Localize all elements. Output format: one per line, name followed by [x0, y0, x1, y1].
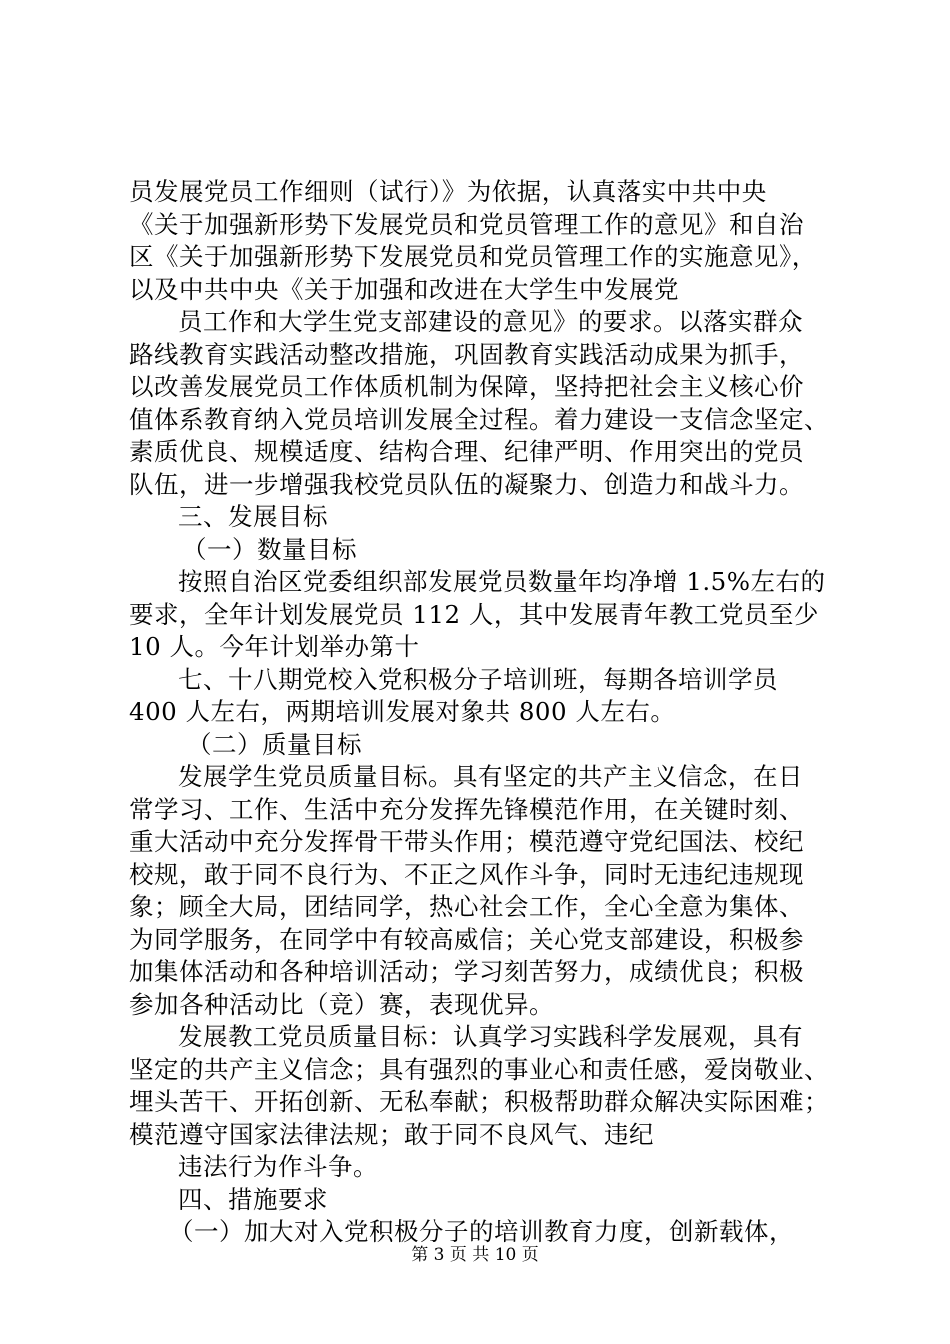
text-line: 发展学生党员质量目标。具有坚定的共产主义信念，在日	[178, 762, 803, 791]
text-line: 为同学服务，在同学中有较高威信；关心党支部建设，积极参	[129, 924, 804, 954]
text-line: 400 人左右，两期培训发展对象共 800 人左右。	[129, 697, 676, 726]
text-line: 发展教工党员质量目标：认真学习实践科学发展观，具有	[178, 1022, 803, 1051]
text-line: 以改善发展党员工作体质机制为保障，坚持把社会主义核心价	[129, 372, 804, 401]
text-line: 参加各种活动比（竞）赛，表现优异。	[129, 989, 554, 1019]
text-line: 埋头苦干、开拓创新、无私奉献；积极帮助群众解决实际困难；	[129, 1087, 829, 1116]
text-line: 素质优良、规模适度、结构合理、纪律严明、作用突出的党员	[129, 437, 804, 466]
text-line: 违法行为作斗争。	[178, 1152, 378, 1181]
page-number-footer: 第 3 页 共 10 页	[411, 1245, 539, 1265]
text-line: 值体系教育纳入党员培训发展全过程。着力建设一支信念坚定、	[129, 404, 829, 434]
text-line: 员工作和大学生党支部建设的意见》的要求。以落实群众	[178, 307, 803, 336]
text-line: 以及中共中央《关于加强和改进在大学生中发展党	[129, 274, 679, 304]
text-line: 10 人。今年计划举办第十	[129, 632, 420, 661]
text-line: 员发展党员工作细则（试行）》为依据，认真落实中共中央	[129, 177, 767, 206]
text-line: 常学习、工作、生活中充分发挥先锋模范作用，在关键时刻、	[129, 794, 804, 824]
subsection-heading: （一）数量目标	[182, 534, 357, 564]
subsection-heading: （二）质量目标	[187, 729, 362, 759]
text-line: 路线教育实践活动整改措施，巩固教育实践活动成果为抓手，	[129, 339, 804, 369]
text-line: 按照自治区党委组织部发展党员数量年均净增 1.5%左右的	[178, 567, 826, 596]
subsection-heading: （一）加大对入党积极分子的培训教育力度，创新载体，	[169, 1217, 794, 1246]
text-line: 加集体活动和各种培训活动；学习刻苦努力，成绩优良；积极	[129, 957, 804, 986]
section-heading: 三、发展目标	[178, 502, 328, 531]
text-line: 七、十八期党校入党积极分子培训班，每期各培训学员	[178, 664, 778, 694]
text-line: 重大活动中充分发挥骨干带头作用；模范遵守党纪国法、校纪	[129, 827, 804, 856]
text-line: 要求，全年计划发展党员 112 人，其中发展青年教工党员至少	[129, 599, 819, 629]
text-line: 队伍，进一步增强我校党员队伍的凝聚力、创造力和战斗力。	[129, 469, 804, 499]
document-body	[129, 176, 849, 1249]
section-heading: 四、措施要求	[178, 1184, 328, 1214]
text-line: 模范遵守国家法律法规；敢于同不良风气、违纪	[129, 1119, 654, 1149]
text-line: 校规，敢于同不良行为、不正之风作斗争，同时无违纪违规现	[129, 859, 804, 889]
text-line: 象；顾全大局，团结同学，热心社会工作，全心全意为集体、	[129, 892, 804, 921]
text-line: 坚定的共产主义信念；具有强烈的事业心和责任感，爱岗敬业、	[129, 1054, 829, 1084]
text-line: 《关于加强新形势下发展党员和党员管理工作的意见》和自治	[129, 209, 804, 239]
text-line: 区《关于加强新形势下发展党员和党员管理工作的实施意见》，	[129, 242, 817, 271]
